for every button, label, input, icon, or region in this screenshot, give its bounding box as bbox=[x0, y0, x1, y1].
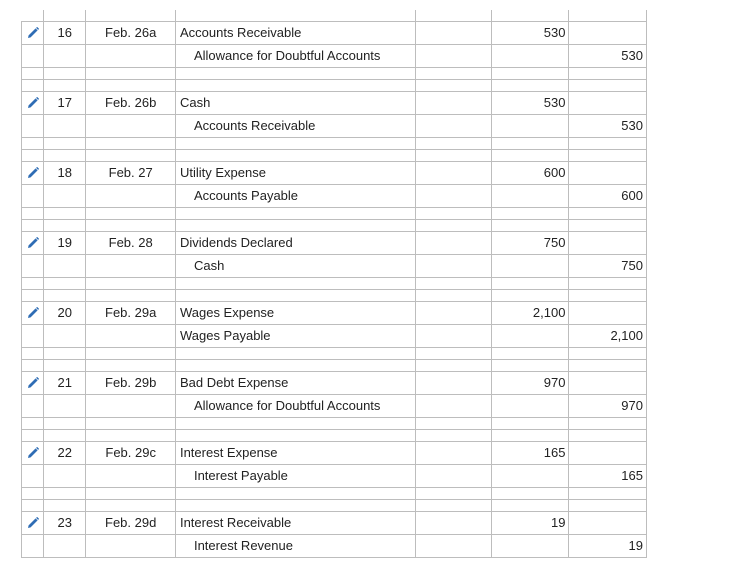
empty-cell bbox=[44, 500, 86, 512]
credit-account[interactable] bbox=[175, 465, 415, 488]
empty-cell bbox=[86, 80, 176, 92]
empty-cell bbox=[491, 80, 568, 92]
credit-account[interactable] bbox=[175, 255, 415, 278]
credit-account[interactable] bbox=[175, 45, 415, 68]
empty-cell bbox=[415, 372, 491, 395]
empty-cell bbox=[569, 290, 647, 302]
credit-amount-empty[interactable] bbox=[569, 92, 647, 115]
empty-cell bbox=[44, 68, 86, 80]
entry-date: Feb. 29d bbox=[86, 512, 176, 535]
empty-cell bbox=[415, 45, 491, 68]
empty-cell bbox=[22, 290, 44, 302]
spacer-row bbox=[22, 80, 647, 92]
credit-amount-empty[interactable] bbox=[569, 442, 647, 465]
empty-cell bbox=[175, 360, 415, 372]
empty-cell bbox=[44, 535, 86, 558]
spacer-row bbox=[22, 68, 647, 80]
empty-cell bbox=[415, 185, 491, 208]
debit-account-label: Cash bbox=[179, 95, 211, 110]
empty-cell bbox=[569, 348, 647, 360]
empty-cell bbox=[22, 185, 44, 208]
empty-cell bbox=[44, 488, 86, 500]
entry-number: 22 bbox=[44, 442, 86, 465]
empty-cell bbox=[175, 290, 415, 302]
credit-account-label: Accounts Payable bbox=[193, 188, 299, 203]
empty-cell bbox=[415, 115, 491, 138]
debit-account-label: Bad Debt Expense bbox=[179, 375, 289, 390]
empty-cell bbox=[86, 208, 176, 220]
empty-cell bbox=[569, 418, 647, 430]
empty-cell bbox=[22, 138, 44, 150]
empty-cell bbox=[569, 220, 647, 232]
debit-account-label: Interest Expense bbox=[179, 445, 278, 460]
empty-cell bbox=[569, 278, 647, 290]
empty-cell bbox=[22, 418, 44, 430]
empty-cell bbox=[44, 80, 86, 92]
empty-cell bbox=[22, 208, 44, 220]
entry-number: 16 bbox=[44, 22, 86, 45]
empty-cell bbox=[22, 430, 44, 442]
debit-amount-empty[interactable] bbox=[491, 465, 568, 488]
debit-account[interactable] bbox=[175, 372, 415, 395]
credit-amount-empty[interactable] bbox=[569, 372, 647, 395]
empty-cell bbox=[44, 360, 86, 372]
credit-amount[interactable]: 970 bbox=[569, 395, 647, 418]
debit-amount[interactable]: 530 bbox=[491, 22, 568, 45]
empty-cell bbox=[569, 10, 647, 22]
empty-cell bbox=[175, 278, 415, 290]
entry-number: 17 bbox=[44, 92, 86, 115]
credit-account-label: Interest Payable bbox=[193, 468, 288, 483]
empty-cell bbox=[86, 115, 176, 138]
empty-cell bbox=[569, 68, 647, 80]
empty-cell bbox=[86, 45, 176, 68]
empty-cell bbox=[44, 290, 86, 302]
pencil-icon bbox=[27, 235, 39, 250]
edit-button[interactable] bbox=[22, 512, 44, 535]
empty-cell bbox=[415, 348, 491, 360]
empty-cell bbox=[22, 348, 44, 360]
table-row bbox=[22, 325, 647, 348]
empty-cell bbox=[415, 488, 491, 500]
entry-number: 21 bbox=[44, 372, 86, 395]
empty-cell bbox=[175, 150, 415, 162]
empty-cell bbox=[175, 208, 415, 220]
debit-account-label: Interest Receivable bbox=[179, 515, 292, 530]
spacer-row bbox=[22, 290, 647, 302]
empty-cell bbox=[415, 302, 491, 325]
debit-amount-empty[interactable] bbox=[491, 185, 568, 208]
pencil-icon bbox=[27, 25, 39, 40]
empty-cell bbox=[44, 45, 86, 68]
empty-cell bbox=[175, 138, 415, 150]
empty-cell bbox=[44, 255, 86, 278]
entry-number: 19 bbox=[44, 232, 86, 255]
spacer-row bbox=[22, 360, 647, 372]
entry-date: Feb. 29b bbox=[86, 372, 176, 395]
credit-account-label: Accounts Receivable bbox=[193, 118, 316, 133]
empty-cell bbox=[22, 500, 44, 512]
table-row bbox=[22, 22, 647, 45]
empty-cell bbox=[22, 150, 44, 162]
credit-amount-empty[interactable] bbox=[569, 232, 647, 255]
table-top-row bbox=[22, 10, 647, 22]
pencil-icon bbox=[27, 95, 39, 110]
credit-account-label: Cash bbox=[193, 258, 225, 273]
empty-cell bbox=[415, 500, 491, 512]
empty-cell bbox=[415, 430, 491, 442]
credit-amount[interactable]: 530 bbox=[569, 45, 647, 68]
empty-cell bbox=[415, 68, 491, 80]
empty-cell bbox=[22, 395, 44, 418]
spacer-row bbox=[22, 150, 647, 162]
journal-entries-table bbox=[21, 10, 647, 558]
empty-cell bbox=[491, 290, 568, 302]
entry-date: Feb. 26b bbox=[86, 92, 176, 115]
empty-cell bbox=[491, 278, 568, 290]
edit-button[interactable] bbox=[22, 162, 44, 185]
table-row bbox=[22, 255, 647, 278]
empty-cell bbox=[175, 68, 415, 80]
debit-account[interactable] bbox=[175, 92, 415, 115]
debit-amount[interactable]: 600 bbox=[491, 162, 568, 185]
empty-cell bbox=[569, 80, 647, 92]
empty-cell bbox=[415, 80, 491, 92]
empty-cell bbox=[491, 10, 568, 22]
pencil-icon bbox=[27, 445, 39, 460]
empty-cell bbox=[44, 418, 86, 430]
empty-cell bbox=[44, 278, 86, 290]
empty-cell bbox=[415, 290, 491, 302]
table-row bbox=[22, 185, 647, 208]
debit-amount-empty[interactable] bbox=[491, 45, 568, 68]
debit-account[interactable] bbox=[175, 512, 415, 535]
edit-button[interactable] bbox=[22, 22, 44, 45]
empty-cell bbox=[86, 290, 176, 302]
empty-cell bbox=[44, 465, 86, 488]
empty-cell bbox=[44, 208, 86, 220]
empty-cell bbox=[415, 162, 491, 185]
empty-cell bbox=[415, 208, 491, 220]
empty-cell bbox=[415, 220, 491, 232]
edit-button[interactable] bbox=[22, 232, 44, 255]
empty-cell bbox=[569, 150, 647, 162]
empty-cell bbox=[569, 430, 647, 442]
empty-cell bbox=[86, 488, 176, 500]
credit-account-label: Allowance for Doubtful Accounts bbox=[193, 48, 381, 63]
debit-account-label: Dividends Declared bbox=[179, 235, 293, 250]
pencil-icon bbox=[27, 375, 39, 390]
empty-cell bbox=[86, 68, 176, 80]
credit-amount[interactable]: 19 bbox=[569, 535, 647, 558]
empty-cell bbox=[175, 500, 415, 512]
empty-cell bbox=[44, 348, 86, 360]
empty-cell bbox=[22, 465, 44, 488]
empty-cell bbox=[415, 395, 491, 418]
empty-cell bbox=[86, 150, 176, 162]
empty-cell bbox=[415, 150, 491, 162]
empty-cell bbox=[175, 418, 415, 430]
credit-amount-empty[interactable] bbox=[569, 302, 647, 325]
empty-cell bbox=[491, 220, 568, 232]
table-row bbox=[22, 162, 647, 185]
empty-cell bbox=[491, 348, 568, 360]
empty-cell bbox=[22, 325, 44, 348]
entry-number: 23 bbox=[44, 512, 86, 535]
debit-amount-empty[interactable] bbox=[491, 255, 568, 278]
empty-cell bbox=[491, 208, 568, 220]
table-row bbox=[22, 442, 647, 465]
table-row bbox=[22, 465, 647, 488]
empty-cell bbox=[415, 325, 491, 348]
empty-cell bbox=[86, 465, 176, 488]
credit-account[interactable] bbox=[175, 325, 415, 348]
empty-cell bbox=[86, 360, 176, 372]
empty-cell bbox=[86, 185, 176, 208]
credit-amount[interactable]: 530 bbox=[569, 115, 647, 138]
empty-cell bbox=[22, 10, 44, 22]
empty-cell bbox=[44, 150, 86, 162]
credit-amount[interactable]: 2,100 bbox=[569, 325, 647, 348]
entry-date: Feb. 28 bbox=[86, 232, 176, 255]
empty-cell bbox=[569, 208, 647, 220]
credit-account[interactable] bbox=[175, 395, 415, 418]
entry-date: Feb. 26a bbox=[86, 22, 176, 45]
table-row bbox=[22, 395, 647, 418]
empty-cell bbox=[44, 10, 86, 22]
spacer-row bbox=[22, 208, 647, 220]
entry-date: Feb. 29c bbox=[86, 442, 176, 465]
entry-number: 18 bbox=[44, 162, 86, 185]
credit-amount-empty[interactable] bbox=[569, 512, 647, 535]
empty-cell bbox=[86, 138, 176, 150]
empty-cell bbox=[86, 10, 176, 22]
empty-cell bbox=[415, 232, 491, 255]
empty-cell bbox=[44, 138, 86, 150]
table-row bbox=[22, 535, 647, 558]
empty-cell bbox=[569, 360, 647, 372]
entry-number: 20 bbox=[44, 302, 86, 325]
spacer-row bbox=[22, 220, 647, 232]
empty-cell bbox=[22, 68, 44, 80]
edit-button[interactable] bbox=[22, 442, 44, 465]
credit-amount[interactable]: 600 bbox=[569, 185, 647, 208]
empty-cell bbox=[415, 442, 491, 465]
spacer-row bbox=[22, 138, 647, 150]
edit-button[interactable] bbox=[22, 372, 44, 395]
debit-amount[interactable]: 19 bbox=[491, 512, 568, 535]
credit-account[interactable] bbox=[175, 185, 415, 208]
edit-button[interactable] bbox=[22, 92, 44, 115]
debit-account[interactable] bbox=[175, 302, 415, 325]
spacer-row bbox=[22, 418, 647, 430]
empty-cell bbox=[22, 80, 44, 92]
empty-cell bbox=[22, 360, 44, 372]
empty-cell bbox=[415, 255, 491, 278]
journal-body bbox=[22, 10, 647, 558]
empty-cell bbox=[569, 138, 647, 150]
empty-cell bbox=[415, 418, 491, 430]
pencil-icon bbox=[27, 515, 39, 530]
debit-amount[interactable]: 165 bbox=[491, 442, 568, 465]
empty-cell bbox=[175, 430, 415, 442]
debit-account[interactable] bbox=[175, 162, 415, 185]
debit-account[interactable] bbox=[175, 232, 415, 255]
table-row bbox=[22, 302, 647, 325]
credit-amount[interactable]: 750 bbox=[569, 255, 647, 278]
table-row bbox=[22, 92, 647, 115]
debit-amount-empty[interactable] bbox=[491, 395, 568, 418]
spacer-row bbox=[22, 500, 647, 512]
table-row bbox=[22, 115, 647, 138]
empty-cell bbox=[86, 325, 176, 348]
debit-amount[interactable]: 750 bbox=[491, 232, 568, 255]
empty-cell bbox=[491, 138, 568, 150]
entry-date: Feb. 29a bbox=[86, 302, 176, 325]
pencil-icon bbox=[27, 305, 39, 320]
empty-cell bbox=[22, 278, 44, 290]
empty-cell bbox=[86, 395, 176, 418]
pencil-icon bbox=[27, 165, 39, 180]
empty-cell bbox=[491, 418, 568, 430]
empty-cell bbox=[175, 488, 415, 500]
empty-cell bbox=[415, 10, 491, 22]
empty-cell bbox=[22, 488, 44, 500]
empty-cell bbox=[569, 500, 647, 512]
empty-cell bbox=[44, 395, 86, 418]
empty-cell bbox=[415, 512, 491, 535]
empty-cell bbox=[415, 360, 491, 372]
empty-cell bbox=[86, 255, 176, 278]
table-row bbox=[22, 232, 647, 255]
table-row bbox=[22, 372, 647, 395]
credit-account-label: Allowance for Doubtful Accounts bbox=[193, 398, 381, 413]
empty-cell bbox=[415, 535, 491, 558]
credit-amount-empty[interactable] bbox=[569, 22, 647, 45]
edit-button[interactable] bbox=[22, 302, 44, 325]
table-row bbox=[22, 512, 647, 535]
credit-account-label: Wages Payable bbox=[179, 328, 271, 343]
debit-amount-empty[interactable] bbox=[491, 535, 568, 558]
empty-cell bbox=[175, 10, 415, 22]
empty-cell bbox=[415, 22, 491, 45]
empty-cell bbox=[86, 348, 176, 360]
empty-cell bbox=[491, 500, 568, 512]
spacer-row bbox=[22, 430, 647, 442]
empty-cell bbox=[415, 278, 491, 290]
empty-cell bbox=[44, 115, 86, 138]
empty-cell bbox=[22, 220, 44, 232]
credit-amount[interactable]: 165 bbox=[569, 465, 647, 488]
empty-cell bbox=[86, 418, 176, 430]
debit-account-label: Utility Expense bbox=[179, 165, 266, 180]
empty-cell bbox=[415, 465, 491, 488]
entry-date: Feb. 27 bbox=[86, 162, 176, 185]
empty-cell bbox=[44, 430, 86, 442]
spacer-row bbox=[22, 278, 647, 290]
empty-cell bbox=[175, 80, 415, 92]
credit-account-label: Interest Revenue bbox=[193, 538, 293, 553]
empty-cell bbox=[491, 430, 568, 442]
empty-cell bbox=[22, 115, 44, 138]
empty-cell bbox=[22, 535, 44, 558]
empty-cell bbox=[175, 348, 415, 360]
debit-amount-empty[interactable] bbox=[491, 115, 568, 138]
spacer-row bbox=[22, 488, 647, 500]
debit-amount-empty[interactable] bbox=[491, 325, 568, 348]
empty-cell bbox=[175, 220, 415, 232]
empty-cell bbox=[415, 92, 491, 115]
credit-account[interactable] bbox=[175, 115, 415, 138]
empty-cell bbox=[44, 185, 86, 208]
empty-cell bbox=[491, 150, 568, 162]
empty-cell bbox=[86, 220, 176, 232]
debit-account[interactable] bbox=[175, 22, 415, 45]
debit-account-label: Accounts Receivable bbox=[179, 25, 302, 40]
debit-amount[interactable]: 2,100 bbox=[491, 302, 568, 325]
empty-cell bbox=[569, 488, 647, 500]
empty-cell bbox=[22, 45, 44, 68]
empty-cell bbox=[44, 325, 86, 348]
empty-cell bbox=[491, 360, 568, 372]
empty-cell bbox=[22, 255, 44, 278]
empty-cell bbox=[44, 220, 86, 232]
empty-cell bbox=[491, 68, 568, 80]
debit-account-label: Wages Expense bbox=[179, 305, 275, 320]
empty-cell bbox=[415, 138, 491, 150]
empty-cell bbox=[86, 535, 176, 558]
debit-amount[interactable]: 530 bbox=[491, 92, 568, 115]
empty-cell bbox=[491, 488, 568, 500]
debit-account[interactable] bbox=[175, 442, 415, 465]
spacer-row bbox=[22, 348, 647, 360]
table-row bbox=[22, 45, 647, 68]
empty-cell bbox=[86, 430, 176, 442]
empty-cell bbox=[86, 278, 176, 290]
credit-amount-empty[interactable] bbox=[569, 162, 647, 185]
credit-account[interactable] bbox=[175, 535, 415, 558]
empty-cell bbox=[86, 500, 176, 512]
debit-amount[interactable]: 970 bbox=[491, 372, 568, 395]
